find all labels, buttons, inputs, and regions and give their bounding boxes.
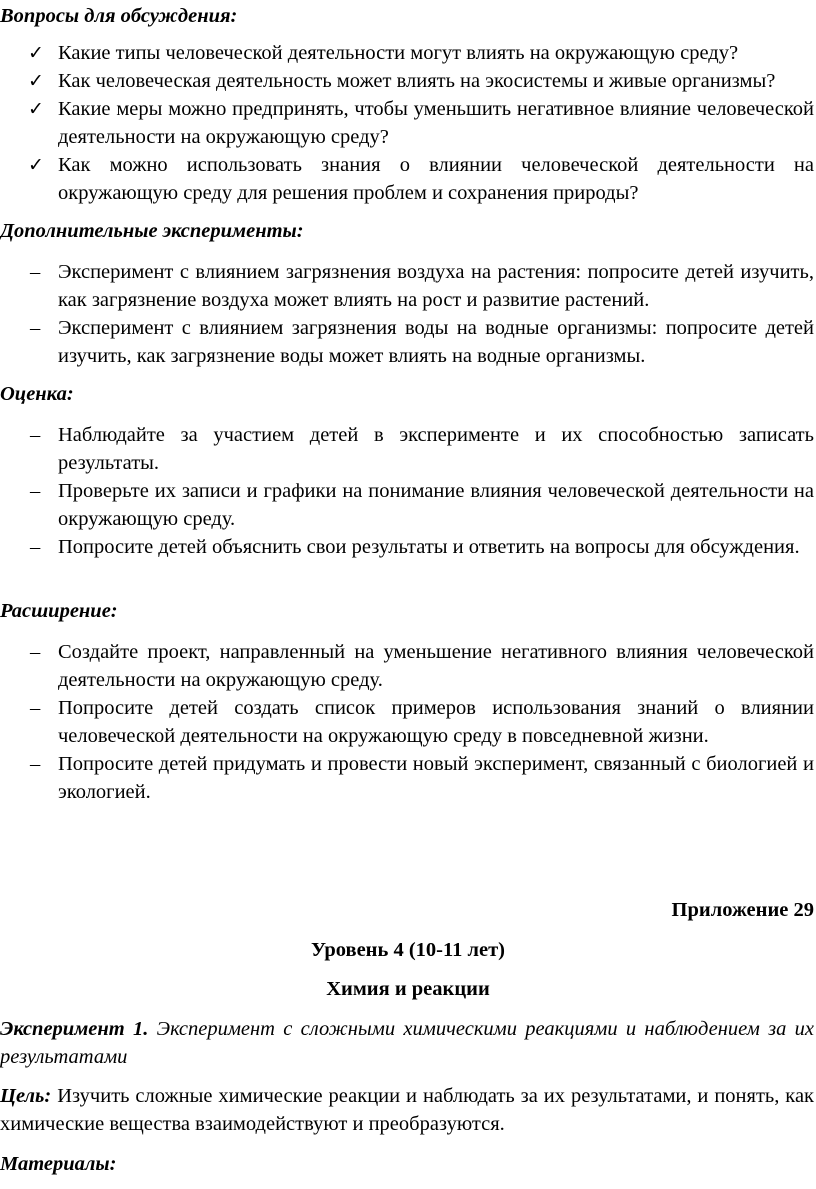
assessment-list bbox=[0, 421, 816, 561]
list-item-text: Эксперимент с влиянием загрязнения воды на водные организмы: попросите детей изучить, как загрязнение воды может влиять на водные организмы. bbox=[58, 317, 814, 367]
list-item bbox=[0, 39, 816, 67]
experiment-1-label: Эксперимент 1. bbox=[0, 1018, 149, 1040]
assessment-heading: Оценка: bbox=[0, 383, 74, 405]
list-item bbox=[0, 67, 816, 95]
list-item bbox=[0, 314, 816, 370]
dash-bullet: – bbox=[30, 424, 41, 446]
extension-heading: Расширение: bbox=[0, 600, 118, 622]
list-item bbox=[0, 151, 816, 207]
list-item-text: Какие меры можно предпринять, чтобы уменьшить негативное влияние человеческой деятельности на окружающую среду? bbox=[58, 98, 814, 148]
checkmark-icon: ✓ bbox=[28, 98, 44, 120]
list-item-text: Попросите детей создать список примеров использования знаний о влиянии человеческой деятельности на окружающую среду в повседневной жизни. bbox=[58, 697, 814, 747]
materials-heading: Материалы: bbox=[0, 1153, 117, 1175]
dash-bullet: – bbox=[30, 261, 41, 283]
list-item bbox=[0, 421, 816, 477]
list-item bbox=[0, 638, 816, 694]
goal-paragraph bbox=[0, 1082, 814, 1138]
dash-bullet: – bbox=[30, 641, 41, 663]
list-item-text: Попросите детей объяснить свои результаты и ответить на вопросы для обсуждения. bbox=[58, 536, 800, 558]
dash-bullet: – bbox=[30, 536, 41, 558]
goal-text: Изучить сложные химические реакции и наблюдать за их результатами, и понять, как химические вещества взаимодействуют и преобразуются. bbox=[0, 1085, 815, 1135]
checkmark-icon: ✓ bbox=[28, 154, 44, 176]
list-item-text: Какие типы человеческой деятельности могут влиять на окружающую среду? bbox=[58, 42, 739, 64]
list-item-text: Как можно использовать знания о влиянии человеческой деятельности на окружающую среду для решения проблем и сохранения природы? bbox=[58, 154, 814, 204]
appendix-label: Приложение 29 bbox=[671, 899, 814, 921]
goal-label: Цель: bbox=[0, 1085, 52, 1107]
dash-bullet: – bbox=[30, 480, 41, 502]
discussion-list bbox=[0, 39, 816, 207]
list-item bbox=[0, 533, 816, 561]
list-item-text: Создайте проект, направленный на уменьшение негативного влияния человеческой деятельности на окружающую среду. bbox=[58, 641, 814, 691]
checkmark-icon: ✓ bbox=[28, 70, 44, 92]
dash-bullet: – bbox=[30, 317, 41, 339]
dash-bullet: – bbox=[30, 753, 41, 775]
level-title: Уровень 4 (10-11 лет) bbox=[311, 939, 505, 961]
dash-bullet: – bbox=[30, 697, 41, 719]
list-item-text: Как человеческая деятельность может влиять на экосистемы и живые организмы? bbox=[58, 70, 776, 92]
extension-list bbox=[0, 638, 816, 806]
list-item-text: Попросите детей придумать и провести новый эксперимент, связанный с биологией и экологией. bbox=[58, 753, 814, 803]
list-item bbox=[0, 258, 816, 314]
list-item bbox=[0, 477, 816, 533]
experiment-1-description: Эксперимент с сложными химическими реакциями и наблюдением за их результатами bbox=[0, 1018, 815, 1068]
checkmark-icon: ✓ bbox=[28, 42, 44, 64]
list-item bbox=[0, 750, 816, 806]
list-item-text: Проверьте их записи и графики на понимание влияния человеческой деятельности на окружающую среду. bbox=[58, 480, 814, 530]
list-item bbox=[0, 95, 816, 151]
list-item bbox=[0, 694, 816, 750]
experiments-list bbox=[0, 258, 816, 370]
list-item-text: Эксперимент с влиянием загрязнения воздуха на растения: попросите детей изучить, как загрязнение воздуха может влиять на рост и развитие растений. bbox=[58, 261, 814, 311]
experiments-heading: Дополнительные эксперименты: bbox=[0, 220, 304, 242]
list-item-text: Наблюдайте за участием детей в эксперименте и их способностью записать результаты. bbox=[58, 424, 814, 474]
experiment-1-title bbox=[0, 1015, 814, 1071]
discussion-heading: Вопросы для обсуждения: bbox=[0, 5, 238, 27]
topic-title: Химия и реакции bbox=[326, 978, 490, 1000]
